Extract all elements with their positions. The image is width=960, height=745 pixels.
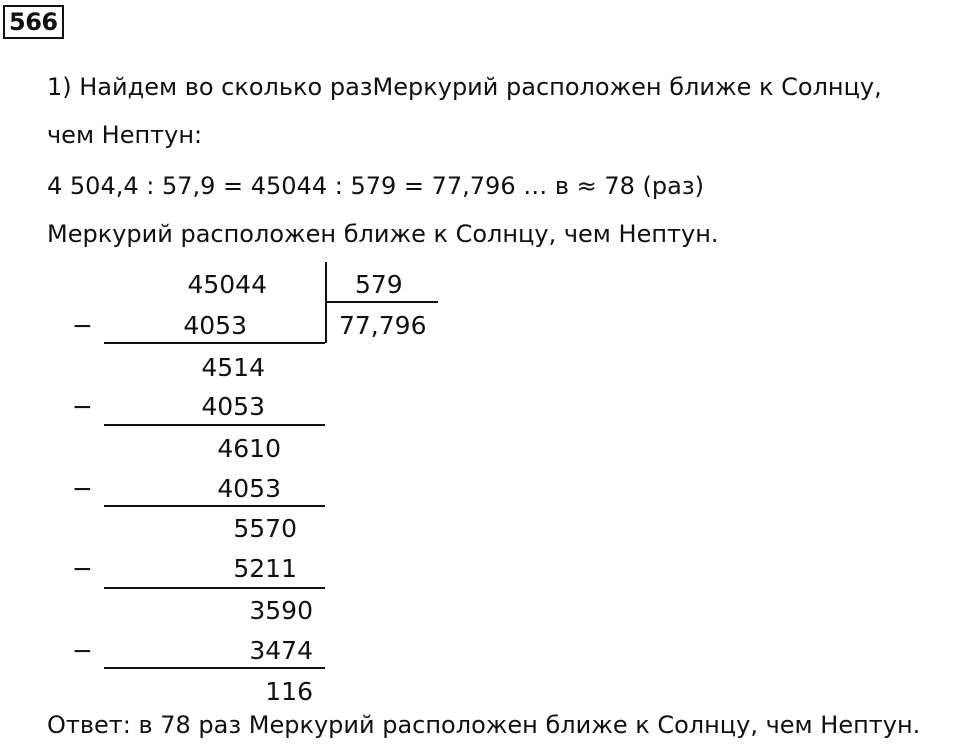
step-line-2: чем Нептун: (47, 121, 203, 149)
divisor: 579 (355, 270, 403, 299)
minus-sign: − (72, 554, 93, 583)
answer: Ответ: в 78 раз Меркурий расположен ближе к Солнцу, чем Нептун. (47, 711, 921, 739)
underline-3 (104, 505, 325, 507)
quotient: 77,796 (339, 311, 427, 340)
minus-sign: − (72, 311, 93, 340)
minus-sign: − (72, 392, 93, 421)
division-bracket-vertical (325, 262, 327, 343)
subtrahend-4: 5211 (233, 554, 297, 583)
subtrahend-5: 3474 (249, 636, 313, 665)
subtrahend-3: 4053 (217, 474, 281, 503)
conclusion: Меркурий расположен ближе к Солнцу, чем Нептун. (47, 220, 719, 248)
dividend: 45044 (187, 270, 267, 299)
minus-sign: − (72, 636, 93, 665)
remainder-3: 5570 (233, 514, 297, 543)
equation: 4 504,4 : 57,9 = 45044 : 579 = 77,796 … в ≈ 78 (раз) (47, 172, 704, 200)
remainder-1: 4514 (201, 353, 265, 382)
division-bracket-horizontal (325, 301, 438, 303)
underline-5 (104, 667, 325, 669)
subtrahend-2: 4053 (201, 392, 265, 421)
underline-2 (104, 424, 325, 426)
remainder-4: 3590 (249, 596, 313, 625)
problem-number: 566 (3, 5, 64, 39)
subtrahend-1: 4053 (183, 311, 247, 340)
minus-sign: − (72, 474, 93, 503)
remainder-2: 4610 (217, 434, 281, 463)
underline-4 (104, 587, 325, 589)
underline-1 (104, 342, 325, 344)
step-line-1: 1) Найдем во сколько разМеркурий расположен ближе к Солнцу, (47, 73, 882, 101)
remainder-5: 116 (265, 677, 313, 706)
